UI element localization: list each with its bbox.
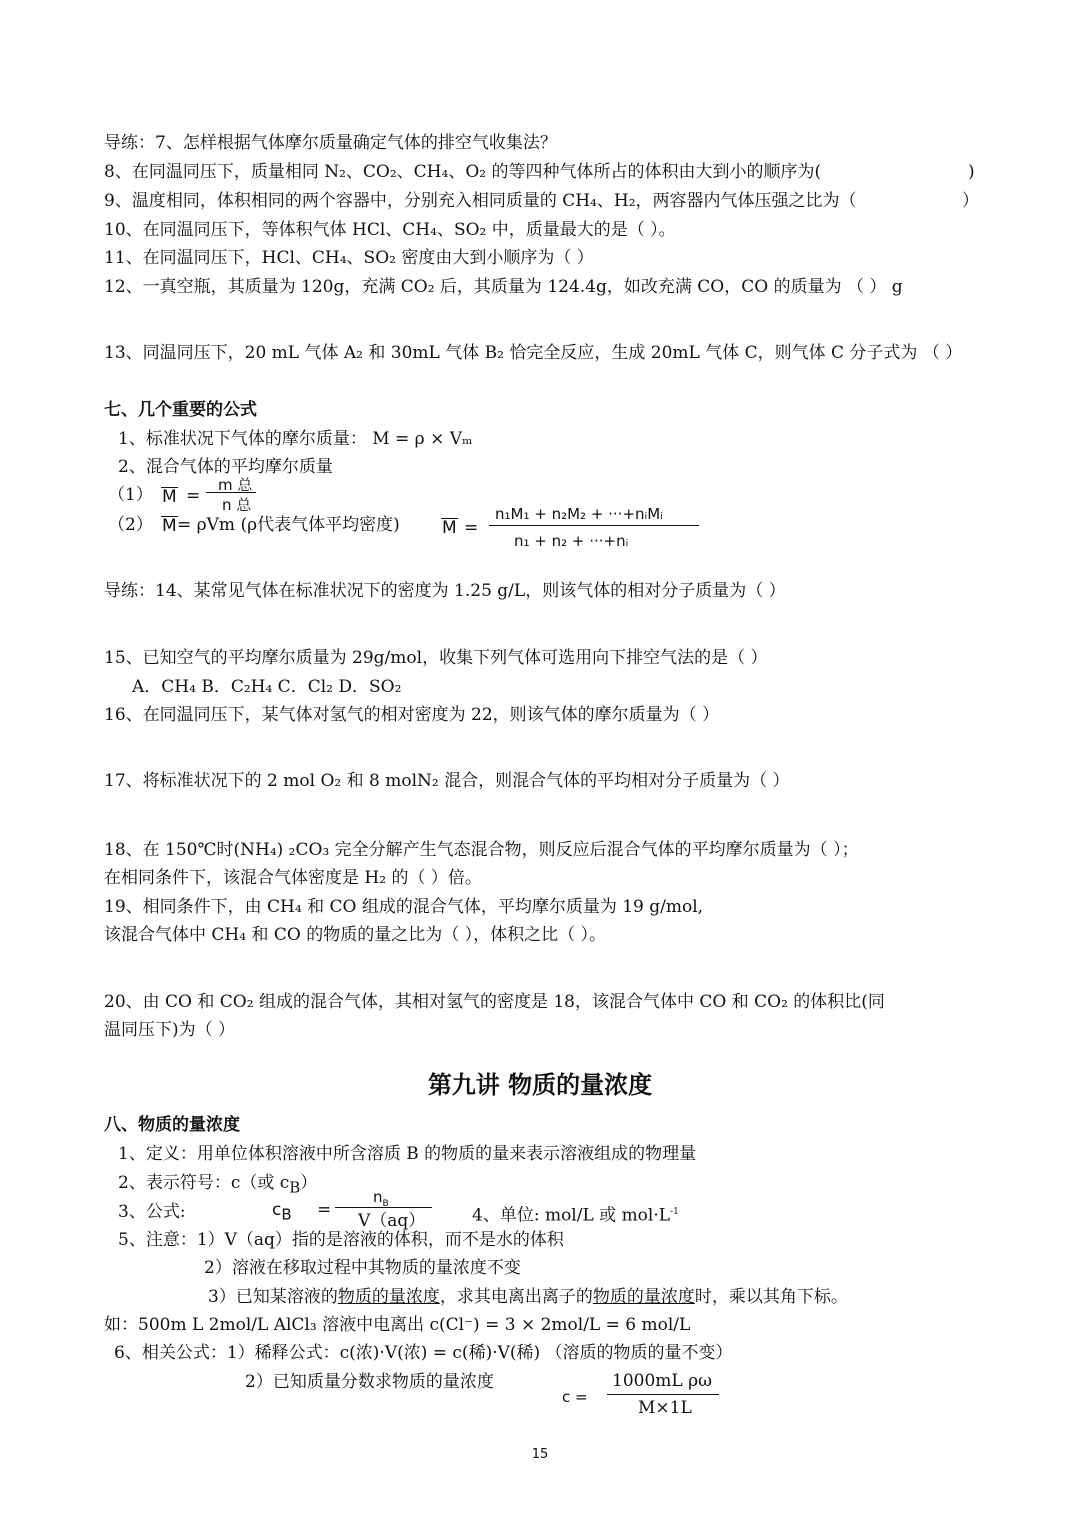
definition: 1、定义：用单位体积溶液中所含溶质 B 的物质的量来表示溶液组成的物理量 [118,1144,697,1164]
m-bar-symbol-3: M [442,518,457,538]
practice-q19-line1: 19、相同条件下，由 CH₄ 和 CO 组成的混合气体，平均摩尔质量为 19 g/mol, [104,897,704,917]
symbol-text: 2、表示符号：c（或 c [118,1173,290,1193]
note-1: 5、注意：1）V（aq）指的是溶液的体积，而不是水的体积 [118,1230,564,1250]
note-2: 2）溶液在移取过程中其物质的量浓度不变 [204,1258,521,1278]
unit-text: 4、单位: mol/L 或 mol·L [472,1205,671,1226]
note-3 [208,1286,848,1308]
mix-numerator: n₁M₁ + n₂M₂ + ···+nᵢMᵢ [495,505,663,523]
practice-q9-close: ） [962,191,979,211]
vaq-denominator: V（aq） [358,1211,426,1231]
unit-line [472,1201,679,1227]
example: 如：500m L 2mol/L AlCl₃ 溶液中电离出 c(Cl⁻) = 3 × 2mol/L = 6 mol/L [104,1315,691,1335]
fraction-bar-1 [206,492,256,493]
nb-letter: n [373,1188,383,1206]
mix-denominator: n₁ + n₂ + ···+nᵢ [514,532,629,550]
unit-sup: -1 [670,1207,679,1217]
related-formula-2: 2）已知质量分数求物质的量浓度 [245,1372,494,1392]
note-3-c: 时，乘以其角下标。 [694,1287,848,1307]
practice-q17: 17、将标准状况下的 2 mol O₂ 和 8 molN₂ 混合，则混合气体的平均相对分子质量为（ ） [104,771,790,791]
practice-q8: 8、在同温同压下，质量相同 N₂、CO₂、CH₄、O₂ 的等四种气体所占的体积由大到小的顺序为( [104,162,822,182]
practice-q18-line2: 在相同条件下，该混合气体密度是 H₂ 的（ ）倍。 [104,868,482,888]
section7-heading: 七、几个重要的公式 [104,400,257,420]
cb-equals: = [317,1200,332,1220]
fraction-bar-mix [489,525,699,526]
practice-q14: 导练：14、某常见气体在标准状况下的密度为 1.25 g/L，则该气体的相对分子质量为（ ） [104,581,786,601]
related-formula: 6、相关公式：1）稀释公式：c(浓)·V(浓) = c(稀)·V(稀) （溶质的物质的量不变） [114,1343,733,1363]
cb-letter: c [272,1200,282,1220]
practice-q16: 16、在同温同压下，某气体对氢气的相对密度为 22，则该气体的摩尔质量为（ ） [104,705,720,725]
practice-q18-line1: 18、在 150℃时(NH₄) ₂CO₃ 完全分解产生气态混合物，则反应后混合气体的平均摩尔质量为（ ）； [104,840,859,860]
c-numerator: 1000mL ρω [612,1371,712,1391]
practice-q20-line1: 20、由 CO 和 CO₂ 组成的混合气体，其相对氢气的密度是 18，该混合气体中 CO 和 CO₂ 的体积比(同 [104,992,885,1012]
practice-q15: 15、已知空气的平均摩尔质量为 29g/mol，收集下列气体可选用向下排空气法的是（ ） [104,648,768,668]
practice-q11: 11、在同温同压下，HCl、CH₄、SO₂ 密度由大到小顺序为（ ） [104,248,594,268]
m-total: m 总 [218,476,253,494]
formula-label: 3、公式: [118,1202,186,1222]
m-bar-symbol-2: M [162,516,177,536]
c-equals: c = [562,1388,588,1406]
formula-molar-mass: 1、标准状况下气体的摩尔质量： M = ρ × Vₘ [118,429,473,449]
note-3-a: 3）已知某溶液的 [208,1287,338,1307]
equals-1: = [186,486,201,506]
formula-2-label: （2） [108,515,153,535]
symbol-line [118,1172,317,1198]
section8-heading: 八、物质的量浓度 [104,1115,240,1135]
fraction-bar-c [607,1394,719,1395]
practice-q12: 12、一真空瓶，其质量为 120g，充满 CO₂ 后，其质量为 124.4g，如改充满 CO，CO 的质量为 （ ） g [104,277,903,297]
practice-q7: 导练：7、怎样根据气体摩尔质量确定气体的排空气收集法？ [104,133,557,153]
symbol-sub: B [289,1178,301,1197]
practice-q9: 9、温度相同，体积相同的两个容器中，分别充入相同质量的 CH₄、H₂，两容器内气体压强之比为（ [104,191,857,211]
symbol-end: ） [300,1173,318,1193]
equals-3: = [464,518,479,538]
c-denominator: M×1L [638,1398,692,1418]
m-bar-symbol-1: M [162,487,177,507]
practice-q19-line2: 该混合气体中 CH₄ 和 CO 的物质的量之比为（ ），体积之比（ ）。 [104,925,607,945]
fraction-bar-cb [335,1207,432,1208]
page-number: 15 [531,1447,549,1462]
cb-symbol [272,1199,292,1225]
practice-q10: 10、在同温同压下，等体积气体 HCl、CH₄、SO₂ 中，质量最大的是（ ）。 [104,220,676,240]
formula-2-text: = ρVm (ρ代表气体平均密度) [177,515,400,535]
lecture-title: 第九讲 物质的量浓度 [427,1070,653,1099]
formula-mixed-title: 2、混合气体的平均摩尔质量 [118,457,333,477]
practice-q8-close: ) [968,162,975,182]
note-3-b: ，求其电离出离子的 [439,1287,593,1307]
n-total: n 总 [222,496,252,514]
nb-sub: B [382,1199,389,1209]
practice-q20-line2: 温同压下)为（ ） [104,1020,236,1040]
practice-q13: 13、同温同压下，20 mL 气体 A₂ 和 30mL 气体 B₂ 恰完全反应，生成 20mL 气体 C，则气体 C 分子式为 （ ） [104,343,963,363]
practice-q15-options: A．CH₄ B．C₂H₄ C．Cl₂ D．SO₂ [132,677,402,697]
note-3-underline-2: 物质的量浓度 [592,1287,695,1307]
formula-1-label: （1） [108,485,153,505]
note-3-underline-1: 物质的量浓度 [337,1287,440,1307]
cb-sub: B [281,1205,292,1224]
